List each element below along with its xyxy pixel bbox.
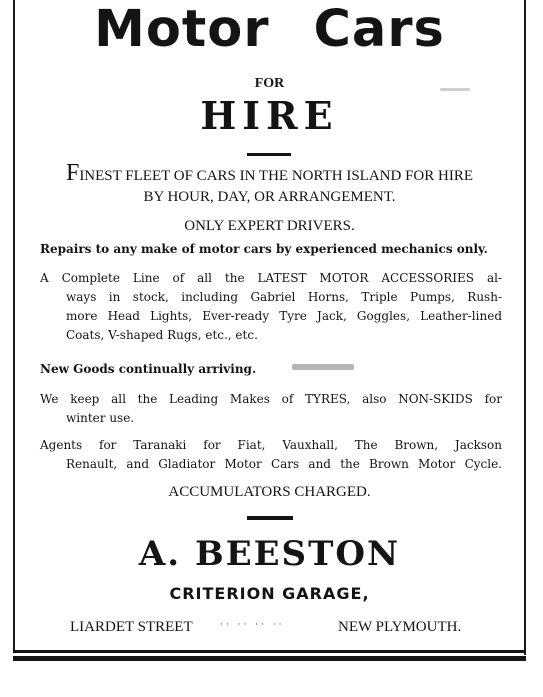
drop-cap: F bbox=[65, 160, 80, 186]
garage-name: CRITERION GARAGE, bbox=[169, 584, 370, 603]
accessories-line-1: A Complete Line of all the LATEST MOTOR ACCESSORIES al- bbox=[40, 271, 502, 285]
new-goods-text: New Goods continually arriving. bbox=[40, 362, 257, 376]
agents-paragraph bbox=[40, 436, 502, 474]
fleet-line-1 bbox=[15, 160, 524, 186]
accumulators-line: ACCUMULATORS CHARGED. bbox=[168, 484, 371, 500]
fleet-line-2: BY HOUR, DAY, OR ARRANGEMENT. bbox=[143, 189, 396, 205]
address-dot-leaders: ·· ·· ·· ·· bbox=[220, 620, 285, 630]
accessories-paragraph bbox=[40, 269, 502, 345]
street-address: LIARDET STREET bbox=[70, 619, 193, 635]
expert-drivers-line: ONLY EXPERT DRIVERS. bbox=[184, 218, 355, 234]
fleet-line-1-text: INEST FLEET OF CARS IN THE NORTH ISLAND FOR HIRE bbox=[79, 168, 474, 184]
tyres-line-1: We keep all the Leading Makes of TYRES, also NON-SKIDS for bbox=[40, 392, 502, 406]
headline-word-motor: Motor bbox=[94, 0, 270, 59]
proprietor-name: A. BEESTON bbox=[138, 534, 401, 574]
print-smudge bbox=[292, 364, 354, 370]
print-smudge bbox=[440, 88, 470, 91]
tyres-line-2: winter use. bbox=[66, 411, 135, 425]
bottom-rule-thick bbox=[13, 656, 526, 661]
bottom-rule-thin bbox=[13, 650, 526, 653]
headline-word-cars: Cars bbox=[313, 0, 445, 59]
repairs-paragraph bbox=[40, 240, 502, 259]
proprietor-divider bbox=[247, 516, 293, 520]
accessories-line-4: Coats, V-shaped Rugs, etc., etc. bbox=[66, 328, 258, 342]
city-name: NEW PLYMOUTH. bbox=[338, 619, 462, 635]
section-divider bbox=[247, 153, 291, 156]
accessories-line-2: ways in stock, including Gabriel Horns, Triple Pumps, Rush- bbox=[66, 290, 502, 304]
accessories-line-3: more Head Lights, Ever-ready Tyre Jack, Goggles, Leather-lined bbox=[66, 309, 502, 323]
for-label: FOR bbox=[254, 76, 285, 91]
agents-line-2: Renault, and Gladiator Motor Cars and the Brown Motor Cycle. bbox=[66, 457, 502, 471]
agents-line-1: Agents for Taranaki for Fiat, Vauxhall, The Brown, Jackson bbox=[40, 438, 502, 452]
new-goods-line bbox=[40, 360, 502, 379]
tyres-paragraph bbox=[40, 390, 502, 428]
headline bbox=[15, 2, 524, 58]
right-border-rule bbox=[524, 0, 526, 655]
hire-heading: HIRE bbox=[200, 93, 339, 138]
repairs-text: Repairs to any make of motor cars by experienced mechanics only. bbox=[40, 242, 488, 256]
